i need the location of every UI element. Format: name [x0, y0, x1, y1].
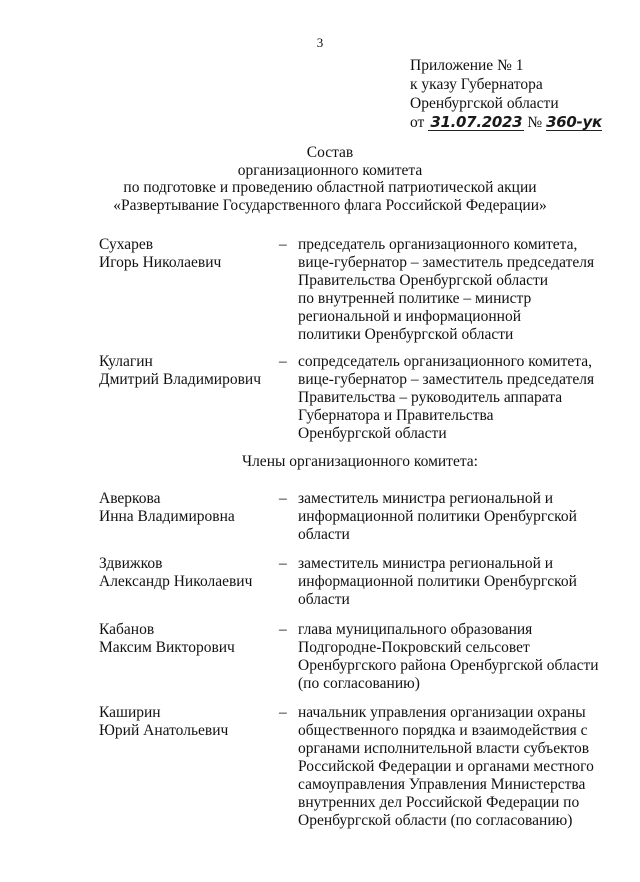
title-line: по подготовке и проведению областной патриотической акции — [123, 179, 537, 196]
dash-separator: – — [279, 621, 287, 638]
person-name: Аверкова Инна Владимировна — [99, 490, 235, 525]
dash-separator: – — [279, 555, 287, 572]
title-line: «Развертывание Государственного флага Российской Федерации» — [113, 196, 547, 214]
decree-number: 360-ук — [546, 113, 602, 131]
person-role: заместитель министра региональной и информационной политики Оренбургской области — [298, 490, 577, 543]
person-name: Кабанов Максим Викторович — [99, 621, 235, 656]
decree-date: 31.07.2023 — [428, 114, 524, 131]
person-role: сопредседатель организационного комитета, вице-губернатор – заместитель председателя Правительства – руководитель аппарата Губернатора и Правительства Оренбургской области — [298, 353, 595, 442]
person-name: Каширин Юрий Анатольевич — [99, 704, 229, 739]
from-label: от — [410, 114, 425, 131]
members-heading: Члены организационного комитета: — [242, 453, 478, 470]
appendix-line: Приложение № 1 — [410, 57, 524, 74]
person-role: заместитель министра региональной и информационной политики Оренбургской области — [298, 555, 577, 608]
page-number: 3 — [316, 35, 324, 50]
appendix-line: к указу Губернатора — [410, 76, 543, 93]
document-title — [0, 144, 640, 214]
person-role: начальник управления организации охраны общественного порядка и взаимодействия с органами исполнительной власти субъектов Российской Федерации и органами местного самоуправления Управления Министерства внутренних дел Российской Федерации по Оренбургской области (по согласованию) — [298, 704, 594, 829]
appendix-header — [410, 56, 602, 132]
dash-separator: – — [279, 704, 287, 721]
title-line: организационного комитета — [237, 161, 423, 179]
dash-separator: – — [279, 490, 287, 507]
person-role: глава муниципального образования Подгородне-Покровский сельсовет Оренбургского района Оренбургской области (по согласованию) — [298, 621, 599, 692]
person-role: председатель организационного комитета, вице-губернатор – заместитель председателя Правительства Оренбургской области по внутренней политике – министр региональной и информационной политики Оренбургской области — [298, 236, 595, 343]
person-name: Кулагин Дмитрий Владимирович — [99, 353, 262, 388]
appendix-line: Оренбургской области — [410, 95, 559, 112]
dash-separator: – — [279, 353, 287, 370]
title-line: Состав — [306, 144, 354, 161]
number-label: № — [527, 114, 543, 131]
person-name: Сухарев Игорь Николаевич — [99, 236, 222, 271]
person-name: Здвижков Александр Николаевич — [99, 555, 253, 590]
appendix-date-line — [410, 113, 602, 132]
dash-separator: – — [279, 236, 287, 253]
